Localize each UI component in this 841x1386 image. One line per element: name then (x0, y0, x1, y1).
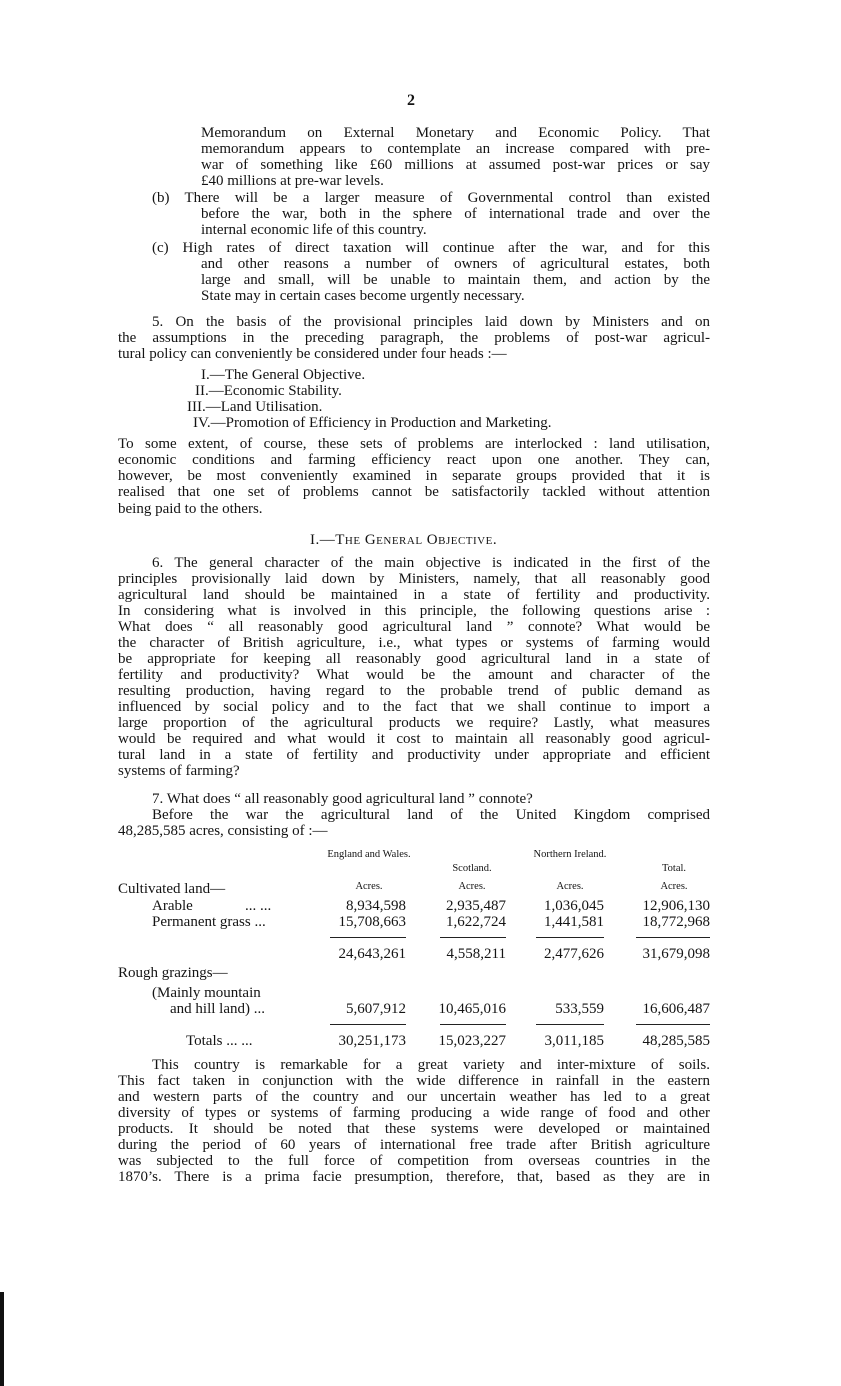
text-line: tural policy can conveniently be considered under four heads :— (118, 346, 507, 362)
text-line: economic conditions and farming efficiency react upon one another. They can, (118, 452, 710, 468)
cell-totals-scotland: 15,023,227 (438, 1033, 506, 1049)
text-line: and other reasons a number of owners of agricultural estates, both (201, 256, 710, 272)
sum-rule (636, 1024, 710, 1025)
row-leader-dots: ... ... (245, 898, 272, 914)
text-line: the character of British agriculture, i.e., what types or systems of farming would (118, 635, 710, 651)
unit-acres: Acres. (458, 881, 486, 892)
text-line: influenced by social policy and to the fact that we shall continue to import a (118, 699, 710, 715)
text-line: 7. What does “ all reasonably good agricultural land ” connote? (152, 791, 533, 807)
text-line: being paid to the others. (118, 501, 263, 517)
text-line: during the period of 60 years of international free trade after British agriculture (118, 1137, 710, 1153)
col-header-northern-ireland: Northern Ireland. (533, 849, 607, 860)
text-line: IV.—Promotion of Efficiency in Production and Marketing. (193, 415, 552, 431)
text-line: (c) High rates of direct taxation will continue after the war, and for this (152, 240, 710, 256)
text-line: 48,285,585 acres, consisting of :— (118, 823, 328, 839)
text-line: This fact taken in conjunction with the wide difference in rainfall in the eastern (118, 1073, 710, 1089)
cell-rough-scotland: 10,465,016 (438, 1001, 506, 1017)
cell-arable-scotland: 2,935,487 (446, 898, 506, 914)
text-line: Memorandum on External Monetary and Economic Policy. That (201, 125, 710, 141)
cell-rough-ni: 533,559 (555, 1001, 604, 1017)
text-line: would be required and what would it cost to maintain all reasonably good agricul- (118, 731, 710, 747)
section-heading: I.—The General Objective. (310, 532, 498, 548)
sum-rule (440, 937, 506, 938)
text-line: memorandum appears to contemplate an increase compared with pre- (201, 141, 710, 157)
text-line: the assumptions in the preceding paragraph, the problems of post-war agricul- (118, 330, 710, 346)
text-line: To some extent, of course, these sets of problems are interlocked : land utilisation, (118, 436, 710, 452)
text-line: was subjected to the full force of competition from overseas countries in the (118, 1153, 710, 1169)
row-label-rough-grazings: Rough grazings— (118, 965, 228, 981)
text-line: tural land in a state of fertility and productivity under appropriate and efficient (118, 747, 710, 763)
cell-cultivated-total-england: 24,643,261 (338, 946, 406, 962)
cell-totals-total: 48,285,585 (642, 1033, 710, 1049)
sum-rule (536, 1024, 604, 1025)
text-line: What does “ all reasonably good agricultural land ” connote? What would be (118, 619, 710, 635)
row-label-permanent-grass: Permanent grass ... (152, 914, 266, 930)
text-line: This country is remarkable for a great variety and inter-mixture of soils. (152, 1057, 710, 1073)
sum-rule (330, 1024, 406, 1025)
text-line: systems of farming? (118, 763, 240, 779)
cell-grass-total: 18,772,968 (642, 914, 710, 930)
row-label-cultivated: Cultivated land— (118, 881, 226, 897)
text-line: large proportion of the agricultural products we require? Lastly, what measures (118, 715, 710, 731)
text-line: resulting production, having regard to the probable trend of public demand as (118, 683, 710, 699)
cell-arable-england: 8,934,598 (346, 898, 406, 914)
text-line: 6. The general character of the main objective is indicated in the first of the (152, 555, 710, 571)
col-header-total: Total. (661, 863, 687, 874)
col-header-scotland: Scotland. (452, 863, 492, 874)
cell-rough-england: 5,607,912 (346, 1001, 406, 1017)
text-line: State may in certain cases become urgently necessary. (201, 288, 525, 304)
col-header-england-wales: England and Wales. (327, 849, 411, 860)
text-line: I.—The General Objective. (201, 367, 366, 383)
sum-rule (636, 937, 710, 938)
cell-totals-england: 30,251,173 (338, 1033, 406, 1049)
text-line: 1870’s. There is a prima facie presumption, therefore, that, based as they are in (118, 1169, 710, 1185)
row-label-totals: Totals ... ... (186, 1033, 253, 1049)
text-line: internal economic life of this country. (201, 222, 427, 238)
text-line: realised that one set of problems cannot be satisfactorily tackled without attention (118, 484, 710, 500)
text-line: war of something like £60 millions at assumed post-war prices or say (201, 157, 710, 173)
row-label-mainly-mountain: (Mainly mountain (152, 985, 261, 1001)
text-line: In considering what is involved in this principle, the following questions arise : (118, 603, 710, 619)
text-line: £40 millions at pre-war levels. (201, 173, 384, 189)
text-line: products. It should be noted that these systems were developed or maintained (118, 1121, 710, 1137)
text-line: and western parts of the country and our uncertain weather has led to a great (118, 1089, 710, 1105)
cell-grass-ni: 1,441,581 (544, 914, 604, 930)
text-line: (b) There will be a larger measure of Governmental control than existed (152, 190, 710, 206)
unit-acres: Acres. (556, 881, 584, 892)
sum-rule (330, 937, 406, 938)
text-line: fertility and productivity? What would be the amount and character of the (118, 667, 710, 683)
page-number: 2 (407, 92, 415, 109)
sum-rule (440, 1024, 506, 1025)
unit-acres: Acres. (660, 881, 688, 892)
text-line: however, be most conveniently examined in separate groups provided that it is (118, 468, 710, 484)
text-line: III.—Land Utilisation. (187, 399, 323, 415)
cell-arable-total: 12,906,130 (642, 898, 710, 914)
unit-acres: Acres. (355, 881, 383, 892)
text-line: agricultural land should be maintained in a state of fertility and productivity. (118, 587, 710, 603)
text-line: be appropriate for keeping all reasonably good agricultural land in a state of (118, 651, 710, 667)
text-line: before the war, both in the sphere of international trade and over the (201, 206, 710, 222)
cell-cultivated-total-total: 31,679,098 (642, 946, 710, 962)
cell-grass-england: 15,708,663 (338, 914, 406, 930)
text-line: principles provisionally laid down by Ministers, namely, that all reasonably good (118, 571, 710, 587)
text-line: 5. On the basis of the provisional principles laid down by Ministers and on (152, 314, 710, 330)
text-line: II.—Economic Stability. (195, 383, 342, 399)
cell-totals-ni: 3,011,185 (544, 1033, 604, 1049)
row-label-arable: Arable (152, 898, 193, 914)
text-line: Before the war the agricultural land of the United Kingdom comprised (152, 807, 710, 823)
row-label-hill-land: and hill land) ... (170, 1001, 265, 1017)
scan-edge-mark (0, 1292, 4, 1386)
text-line: large and small, will be unable to maintain them, and action by the (201, 272, 710, 288)
text-line: diversity of types or systems of farming producing a wide range of food and other (118, 1105, 710, 1121)
cell-cultivated-total-scotland: 4,558,211 (446, 946, 506, 962)
cell-grass-scotland: 1,622,724 (446, 914, 506, 930)
sum-rule (536, 937, 604, 938)
cell-arable-ni: 1,036,045 (544, 898, 604, 914)
cell-cultivated-total-ni: 2,477,626 (544, 946, 604, 962)
cell-rough-total: 16,606,487 (642, 1001, 710, 1017)
